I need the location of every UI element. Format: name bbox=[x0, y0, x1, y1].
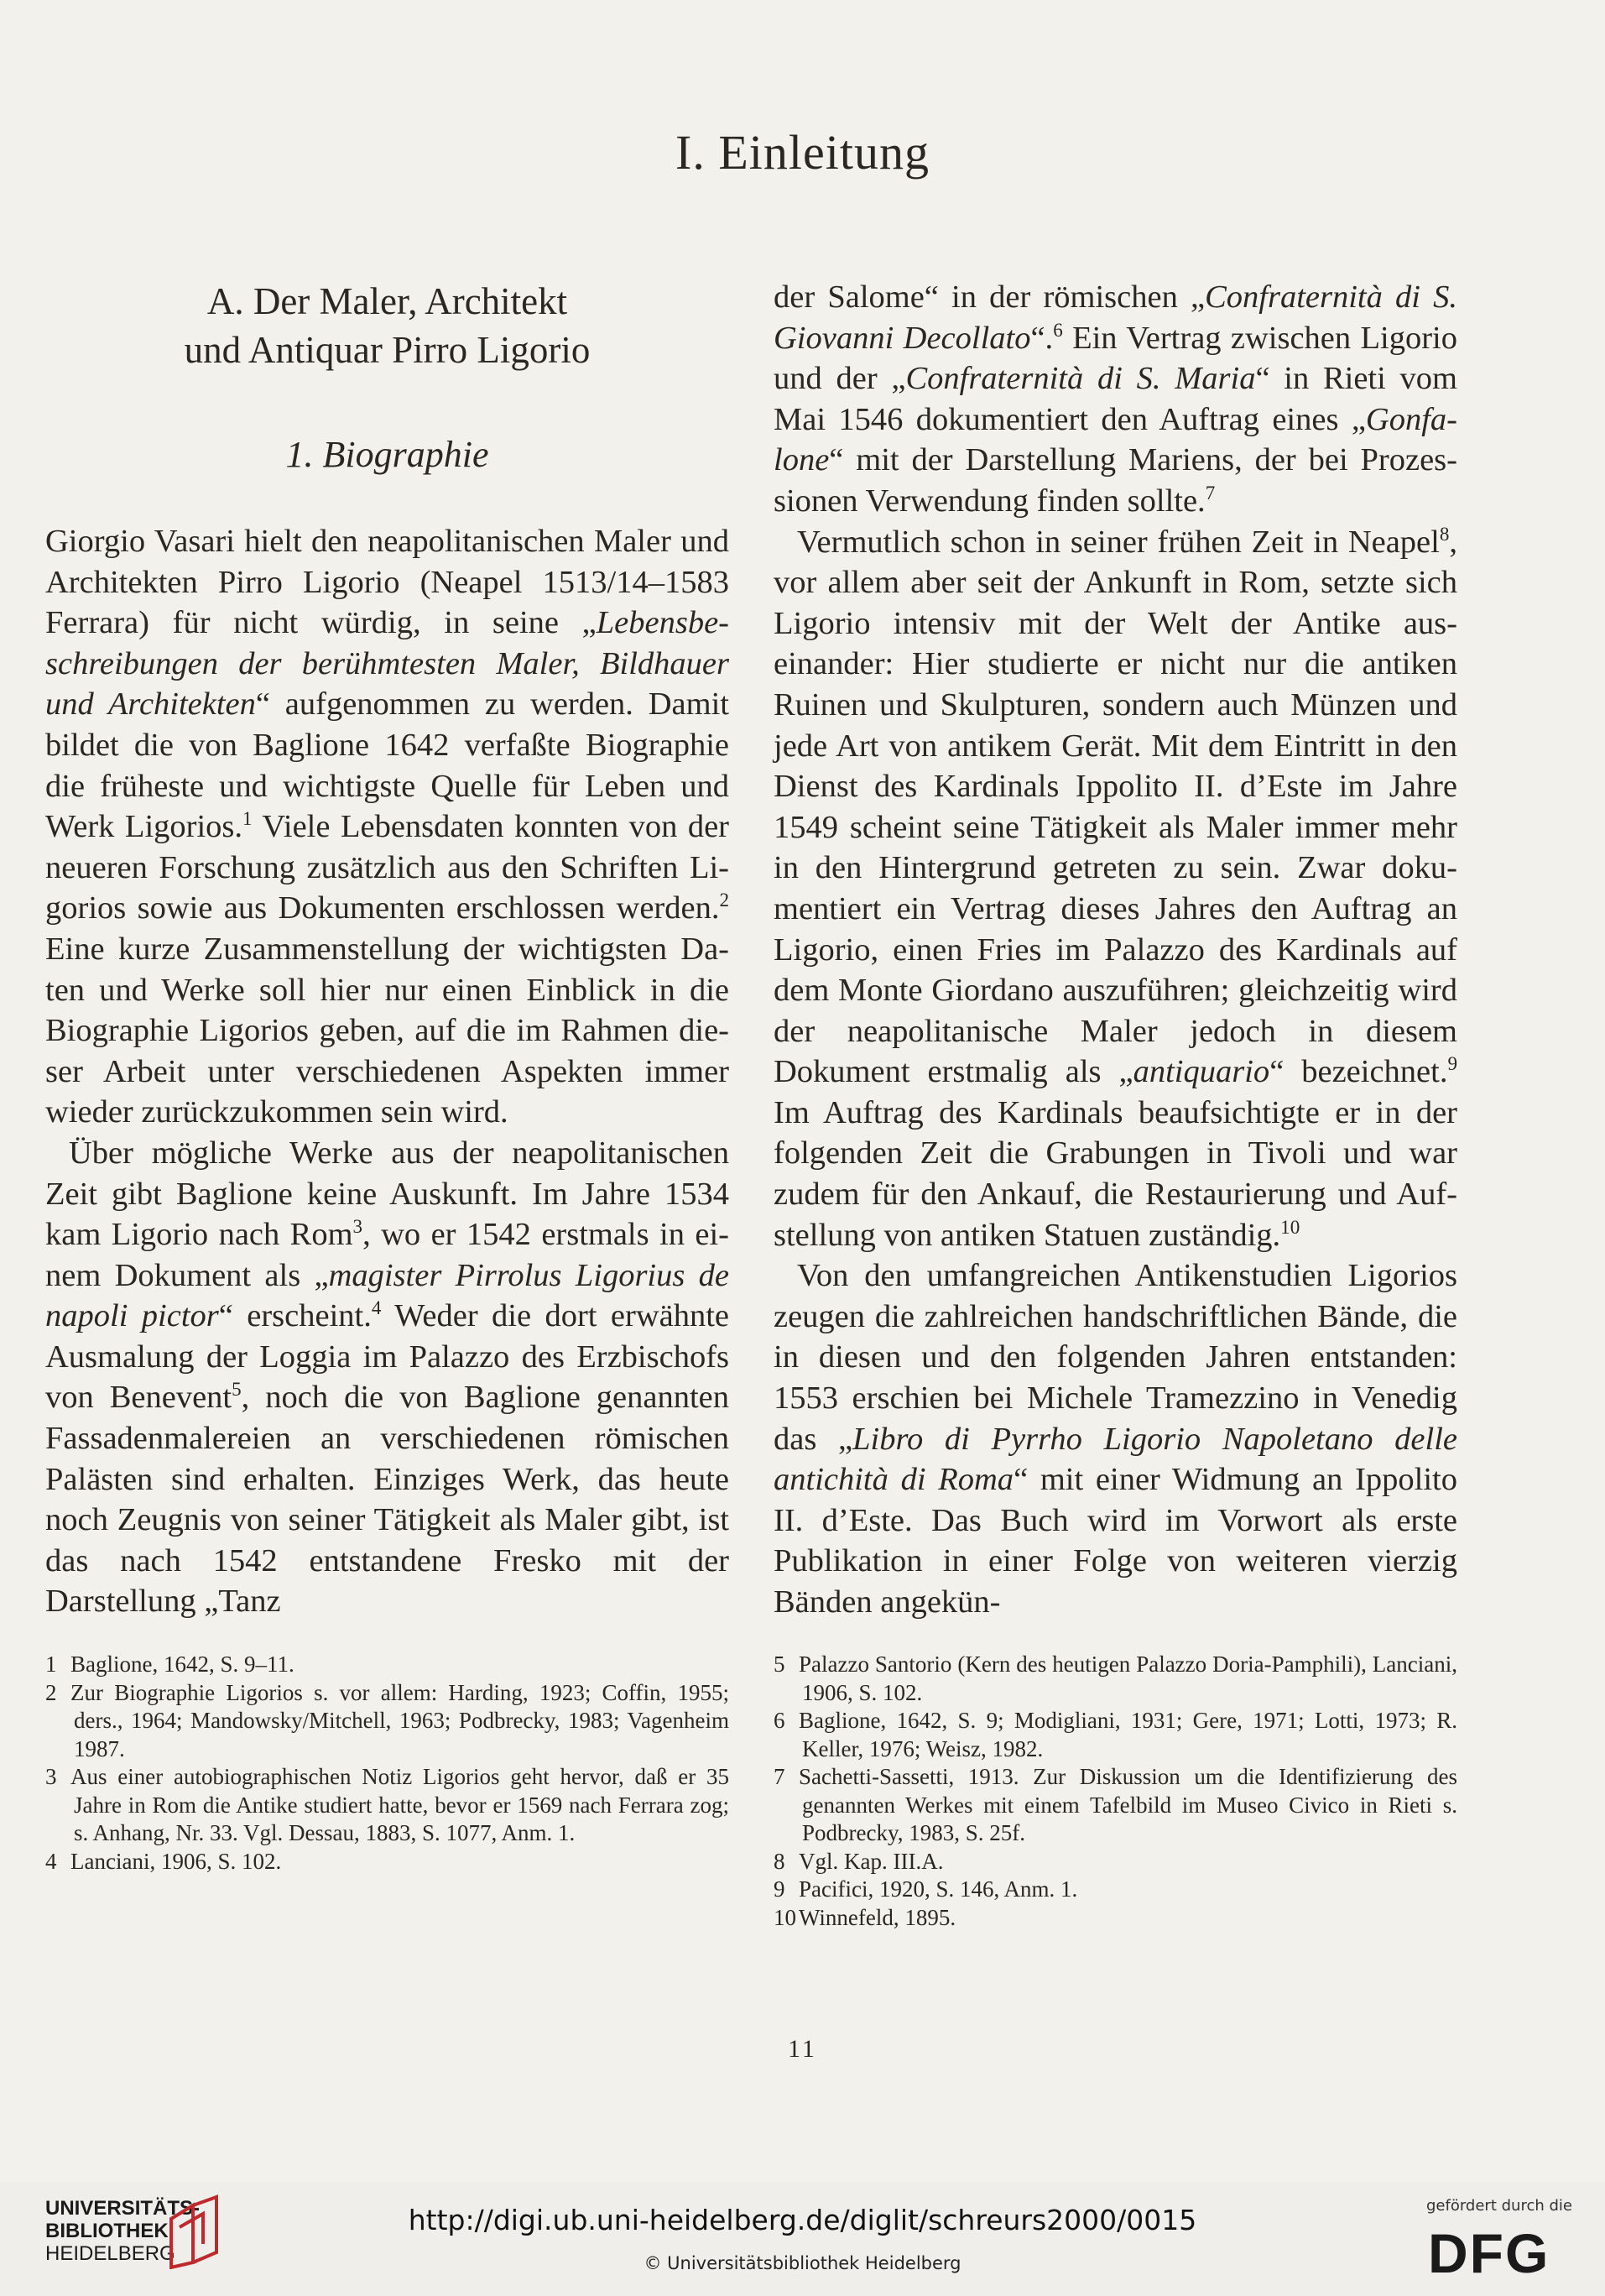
paragraph bbox=[45, 1133, 729, 1622]
text: “ bezeichnet. bbox=[1269, 1054, 1448, 1090]
footnote-number: 5 bbox=[774, 1652, 785, 1677]
copyright-notice: © Universitätsbibliothek Heidelberg bbox=[644, 2253, 961, 2273]
footnote-number: 6 bbox=[774, 1708, 785, 1733]
footnote bbox=[45, 1763, 729, 1848]
text: “. bbox=[1030, 320, 1054, 356]
text: Viele Lebensdaten konnten von der neueren Forschung zusätzlich aus den Schriften Ligorios sowie aus Dokumenten erschlossen werden. bbox=[45, 809, 730, 926]
italic-title: Libro di Pyrrho Ligorio Napoletano delle antichità di Roma bbox=[774, 1421, 1457, 1498]
footnote-ref[interactable]: 1 bbox=[242, 807, 253, 830]
footnote-text: Baglione, 1642, S. 9–11. bbox=[70, 1652, 294, 1677]
dfg-logo-text: DFG bbox=[1428, 2222, 1550, 2279]
text: “ erscheint. bbox=[218, 1298, 372, 1334]
italic-title: Lebensbeschreibungen der berühmtesten Maler, Bildhauer und Architekten bbox=[45, 605, 729, 723]
right-body-text bbox=[774, 277, 1457, 1623]
text: , wo er 1542 erstmals in einem Dokument als „ bbox=[45, 1217, 729, 1293]
text: , noch die von Baglione genannten Fassadenmalereien an verschiedenen römischen Palästen sind erhalten. Einziges Werk, das heute noch Zeugnis von seiner Tätigkeit als Maler gibt, ist das nach 1542 entstandene Fresko mit der Darstellung „Tanz bbox=[45, 1380, 729, 1620]
chapter-title: I. Einleitung bbox=[675, 125, 930, 180]
footnote-ref[interactable]: 3 bbox=[352, 1215, 363, 1238]
footnote-text: Aus einer autobiographischen Notiz Ligorios geht hervor, daß er 35 Jahre in Rom die Antike studiert hatte, bevor er 1569 nach Ferrara zog; s. Anhang, Nr. 33. Vgl. Dessau, 1883, S. 1077, Anm. 1. bbox=[70, 1764, 729, 1845]
page-number: 11 bbox=[788, 2035, 817, 2063]
section-title-line-2: und Antiquar Pirro Ligorio bbox=[184, 329, 591, 371]
footnote bbox=[45, 1679, 729, 1764]
footnote bbox=[774, 1763, 1457, 1848]
footnote bbox=[774, 1707, 1457, 1763]
footnote-ref[interactable]: 10 bbox=[1280, 1215, 1300, 1238]
footnote bbox=[45, 1848, 729, 1876]
footnote-number: 9 bbox=[774, 1876, 785, 1902]
text: Weder die dort erwähnte Ausmalung der Loggia im Palazzo des Erzbischofs von Benevent bbox=[45, 1298, 730, 1416]
footnote-text: Winnefeld, 1895. bbox=[799, 1904, 956, 1930]
footnote-ref[interactable]: 6 bbox=[1053, 318, 1063, 341]
text: Im Auftrag des Kardinals beaufsichtigte er in der folgenden Zeit die Grabungen in Tivoli und war zudem für den Ankauf, die Restaurierung und Aufstellung von antiken Statuen zuständig. bbox=[774, 1094, 1457, 1253]
text: Von den umfangreichen Antikenstudien Ligorios zeugen die zahlreichen handschriftlichen Bände, die in diesen und den folgenden Jahren entstanden: 1553 erschien bei Michele Tramezzino in Venedig das „ bbox=[774, 1258, 1457, 1457]
footnote bbox=[774, 1651, 1457, 1707]
footnotes-right bbox=[774, 1651, 1457, 1932]
footer-bar bbox=[0, 2182, 1605, 2296]
footnote bbox=[774, 1904, 1457, 1933]
footnote bbox=[45, 1651, 729, 1679]
right-column bbox=[774, 277, 1457, 1623]
footnote-text: Pacifici, 1920, S. 146, Anm. 1. bbox=[799, 1876, 1078, 1902]
footnote-ref[interactable]: 4 bbox=[371, 1297, 382, 1319]
text: Giorgio Vasari hielt den neapolitanischen Maler und Architekten Pirro Ligorio (Neapel 1513/14–1583 Ferrara) für nicht würdig, in seine „ bbox=[45, 524, 729, 641]
footnote bbox=[774, 1876, 1457, 1904]
text: Eine kurze Zusammenstellung der wichtigsten Daten und Werke soll hier nur einen Einblick in die Biographie Ligorios geben, auf die im Rahmen dieser Arbeit unter verschiedenen Aspekten immer wieder zurückzukommen sein wird. bbox=[45, 931, 729, 1130]
footnote-number: 2 bbox=[45, 1679, 57, 1705]
footnote-ref[interactable]: 9 bbox=[1447, 1052, 1458, 1075]
paragraph bbox=[774, 1255, 1457, 1622]
logo-line-2: BIBLIOTHEK bbox=[45, 2220, 169, 2242]
paragraph bbox=[774, 277, 1457, 522]
italic-term: Gonfalone bbox=[774, 401, 1457, 478]
logo-line-3: HEIDELBERG bbox=[45, 2242, 175, 2265]
footnotes-left bbox=[45, 1651, 729, 1876]
footnote-text: Lanciani, 1906, S. 102. bbox=[70, 1848, 282, 1874]
subsection-title: 1. Biographie bbox=[285, 434, 489, 475]
footnote-text: Palazzo Santorio (Kern des heutigen Palazzo Doria-Pamphili), Lanciani, 1906, S. 102. bbox=[799, 1652, 1457, 1705]
text: der Salome“ in der römischen „ bbox=[774, 279, 1206, 315]
text: Über mögliche Werke aus der neapolitanischen Zeit gibt Baglione keine Auskunft. Im Jahre 1534 kam Ligorio nach Rom bbox=[45, 1135, 729, 1253]
text: Vermutlich schon in seiner frühen Zeit in Neapel bbox=[797, 524, 1440, 560]
footnote-ref[interactable]: 7 bbox=[1205, 482, 1216, 504]
footnote-number: 3 bbox=[45, 1764, 57, 1789]
footnote-number: 10 bbox=[774, 1904, 796, 1930]
italic-name: Confraternità di S. Maria bbox=[905, 361, 1256, 397]
footnote-number: 1 bbox=[45, 1652, 57, 1677]
section-title-line-1: A. Der Maler, Architekt bbox=[206, 280, 568, 322]
text: “ in Rieti vom Mai 1546 dokumentiert den Auftrag eines „ bbox=[774, 361, 1458, 437]
italic-term: antiquario bbox=[1133, 1054, 1270, 1090]
paragraph bbox=[45, 521, 729, 1133]
left-body-text bbox=[45, 521, 729, 1622]
footnote-ref[interactable]: 8 bbox=[1439, 522, 1450, 545]
text: “ mit der Darstellung Mariens, der bei Prozessionen Verwendung finden sollte. bbox=[774, 442, 1457, 519]
italic-quote: magister Pirrolus Ligorius de napoli pictor bbox=[45, 1257, 729, 1334]
source-url-link[interactable]: http://digi.ub.uni-heidelberg.de/diglit/schreurs2000/0015 bbox=[408, 2204, 1197, 2236]
text: “ mit einer Widmung an Ippolito II. d’Este. Das Buch wird im Vorwort als erste Publikation in einer Folge von weiteren vierzig Bänden angekün- bbox=[774, 1462, 1457, 1620]
footnote-ref[interactable]: 2 bbox=[719, 889, 729, 911]
footnote-number: 7 bbox=[774, 1764, 785, 1789]
footnote-text: Sachetti-Sassetti, 1913. Zur Diskussion um die Identifizierung des genannten Werkes mit einem Tafelbild im Museo Civico in Rieti s. Podbrecky, 1983, S. 25f. bbox=[799, 1764, 1457, 1845]
footnote-ref[interactable]: 5 bbox=[232, 1378, 242, 1401]
footnote-text: Baglione, 1642, S. 9; Modigliani, 1931; Gere, 1971; Lotti, 1973; R. Keller, 1976; Weisz, 1982. bbox=[799, 1708, 1457, 1761]
footnote-text: Vgl. Kap. III.A. bbox=[799, 1848, 944, 1874]
text: , vor allem aber seit der Ankunft in Rom, setzte sich Ligorio intensiv mit der Welt der Antike auseinander: Hier studierte er nicht nur die antiken Ruinen und Skulpturen, sondern auch Münzen und jede Art von antikem Gerät. Mit dem Eintritt in den Dienst des Kardinals Ippolito II. d’Este im Jahre 1549 scheint seine Tätigkeit als Maler immer mehr in den Hintergrund getreten zu sein. Zwar dokumentiert ein Vertrag dieses Jahres den Auftrag an Ligorio, einen Fries im Palazzo des Kardinals auf dem Monte Giordano auszuführen; gleichzeitig wird der neapolitanische Maler jedoch in diesem Dokument erstmalig als „ bbox=[774, 524, 1457, 1090]
footnote-text: Zur Biographie Ligorios s. vor allem: Harding, 1923; Coffin, 1955; ders., 1964; Mandowsky/Mitchell, 1963; Podbrecky, 1983; Vagenheim 1987. bbox=[70, 1679, 729, 1761]
footnote-number: 4 bbox=[45, 1848, 57, 1874]
dfg-logo[interactable] bbox=[1425, 2222, 1584, 2279]
footnote-number: 8 bbox=[774, 1848, 785, 1874]
footnote bbox=[774, 1848, 1457, 1876]
paragraph bbox=[774, 522, 1457, 1256]
text: “ aufgenommen zu werden. Damit bildet die von Baglione 1642 verfaßte Biographie die früheste und wichtigste Quelle für Leben und Werk Ligorios. bbox=[45, 686, 729, 845]
logo-line-1: UNIVERSITÄTS- bbox=[45, 2197, 201, 2220]
funding-note: gefördert durch die bbox=[1426, 2197, 1572, 2215]
text: Ein Vertrag zwischen Ligorio und der „ bbox=[774, 320, 1457, 397]
left-column bbox=[45, 277, 729, 1622]
italic-name: Confraternità di S. Giovanni Decollato bbox=[774, 279, 1458, 356]
